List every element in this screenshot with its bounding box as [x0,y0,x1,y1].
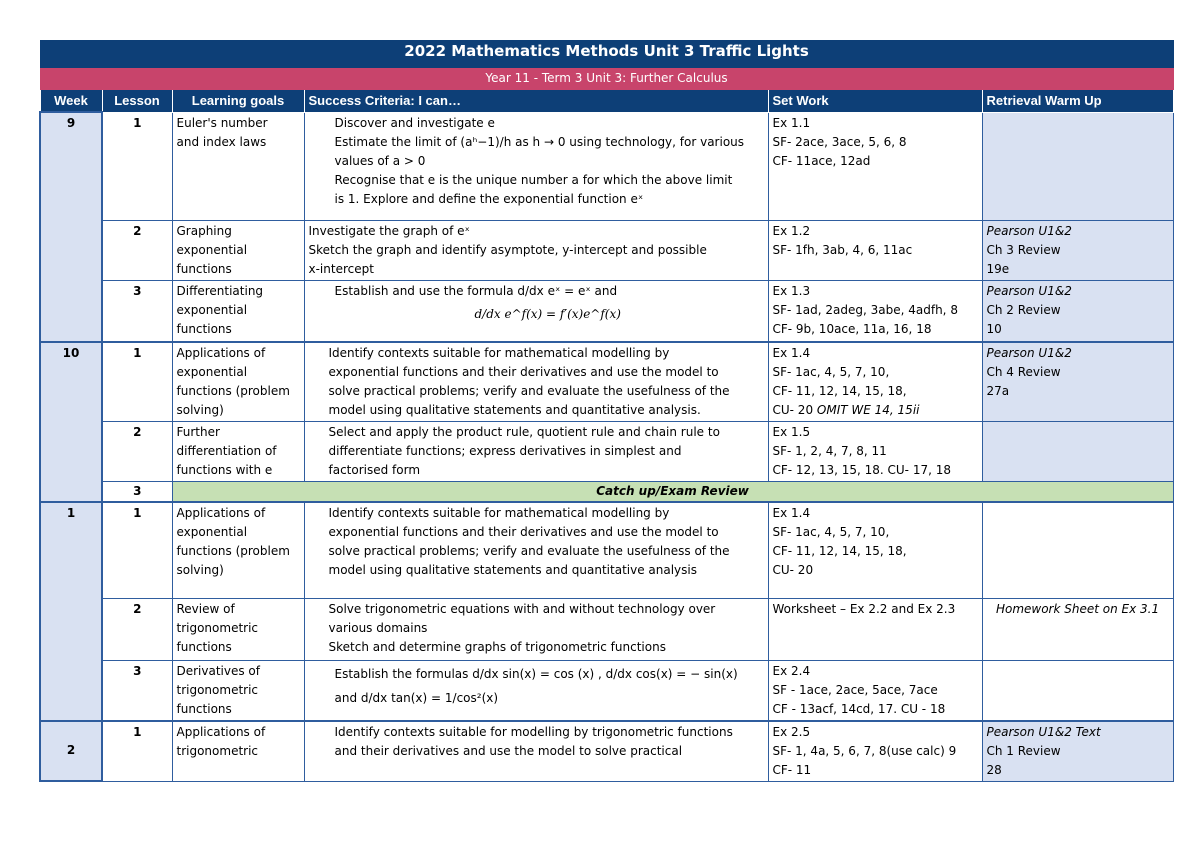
lesson-cell: 1 [102,502,172,598]
table-row [40,280,1173,342]
retrieval-cell [982,422,1173,482]
header-learning-goals: Learning goals [172,90,304,113]
set-work-cell: Ex 1.3 SF- 1ad, 2adeg, 3abe, 4adfh, 8 CF- 9b, 10ace, 11a, 16, 18 [768,280,982,342]
retrieval-cell: Pearson U1&2 Ch 3 Review 19e [982,220,1173,280]
retrieval-cell: Homework Sheet on Ex 3.1 [982,598,1173,660]
lesson-cell: 1 [102,342,172,422]
traffic-lights-table [39,40,1174,782]
set-work-cell: Ex 1.1 SF- 2ace, 3ace, 5, 6, 8 CF- 11ace, 12ad [768,112,982,220]
retrieval-cell [982,112,1173,220]
learning-goal-cell: Applications of exponential functions (problem solving) [172,502,304,598]
success-criteria-cell: Solve trigonometric equations with and without technology over various domains Sketch and determine graphs of trigonometric functions [304,598,768,660]
table-row [40,502,1173,598]
week-cell: 2 [40,721,102,782]
lesson-cell: 3 [102,482,172,503]
header-set-work: Set Work [768,90,982,113]
lesson-cell: 2 [102,422,172,482]
lesson-cell: 2 [102,220,172,280]
lesson-cell: 1 [102,112,172,220]
success-criteria-cell: Establish the formulas d/dx sin(x) = cos (x) , d/dx cos(x) = − sin(x) and d/dx tan(x) = 1/cos²(x) [304,660,768,721]
learning-goal-cell: Applications of exponential functions (problem solving) [172,342,304,422]
success-criteria-cell: Discover and investigate e Estimate the limit of (aʰ−1)/h as h → 0 using technology, for various values of a > 0 Recognise that e is the unique number a for which the above limit is 1. Explore and define the exponential function eˣ [304,112,768,220]
table-row [40,598,1173,660]
success-criteria-cell: Establish and use the formula d/dx eˣ = eˣ and d/dx e^f(x) = f′(x)e^f(x) [304,280,768,342]
learning-goal-cell: Applications of trigonometric [172,721,304,782]
header-success-criteria: Success Criteria: I can… [304,90,768,113]
success-criteria-cell: Identify contexts suitable for modelling by trigonometric functions and their derivatives and use the model to solve practical [304,721,768,782]
retrieval-cell [982,502,1173,598]
table-row [40,220,1173,280]
success-criteria-cell: Identify contexts suitable for mathematical modelling by exponential functions and their derivatives and use the model to solve practical problems; verify and evaluate the usefulness of the model using qualitative statements and quantitative analysis. [304,342,768,422]
success-criteria-cell: Investigate the graph of eˣ Sketch the graph and identify asymptote, y-intercept and possible x-intercept [304,220,768,280]
success-criteria-cell: Identify contexts suitable for mathematical modelling by exponential functions and their derivatives and use the model to solve practical problems; verify and evaluate the usefulness of the model using qualitative statements and quantitative analysis [304,502,768,598]
table-row [40,422,1173,482]
lesson-cell: 3 [102,660,172,721]
lesson-cell: 3 [102,280,172,342]
learning-goal-cell: Euler's number and index laws [172,112,304,220]
set-work-cell: Ex 1.2 SF- 1fh, 3ab, 4, 6, 11ac [768,220,982,280]
retrieval-cell [982,660,1173,721]
document-subtitle: Year 11 - Term 3 Unit 3: Further Calculus [40,68,1173,90]
learning-goal-cell: Graphing exponential functions [172,220,304,280]
header-lesson: Lesson [102,90,172,113]
catch-up-banner: Catch up/Exam Review [172,482,1173,503]
lesson-cell: 1 [102,721,172,782]
header-week: Week [40,90,102,113]
week-cell: 9 [40,112,102,342]
week-cell: 10 [40,342,102,502]
learning-goal-cell: Derivatives of trigonometric functions [172,660,304,721]
learning-goal-cell: Further differentiation of functions with e [172,422,304,482]
set-work-cell: Ex 2.4 SF - 1ace, 2ace, 5ace, 7ace CF - 13acf, 14cd, 17. CU - 18 [768,660,982,721]
header-retrieval: Retrieval Warm Up [982,90,1173,113]
learning-goal-cell: Differentiating exponential functions [172,280,304,342]
table-row [40,721,1173,782]
set-work-cell: Ex 1.5 SF- 1, 2, 4, 7, 8, 11 CF- 12, 13, 15, 18. CU- 17, 18 [768,422,982,482]
table-row [40,482,1173,503]
set-work-cell: Ex 1.4 SF- 1ac, 4, 5, 7, 10, CF- 11, 12, 14, 15, 18, CU- 20 OMIT WE 14, 15ii [768,342,982,422]
learning-goal-cell: Review of trigonometric functions [172,598,304,660]
retrieval-cell: Pearson U1&2 Ch 4 Review 27a [982,342,1173,422]
table-row [40,342,1173,422]
retrieval-cell: Pearson U1&2 Ch 2 Review 10 [982,280,1173,342]
retrieval-cell: Pearson U1&2 Text Ch 1 Review 28 [982,721,1173,782]
set-work-cell: Ex 2.5 SF- 1, 4a, 5, 6, 7, 8(use calc) 9 CF- 11 [768,721,982,782]
week-cell: 1 [40,502,102,721]
lesson-cell: 2 [102,598,172,660]
set-work-cell: Worksheet – Ex 2.2 and Ex 2.3 [768,598,982,660]
table-row [40,660,1173,721]
success-criteria-cell: Select and apply the product rule, quotient rule and chain rule to differentiate functions; express derivatives in simplest and factorised form [304,422,768,482]
table-row [40,112,1173,220]
set-work-cell: Ex 1.4 SF- 1ac, 4, 5, 7, 10, CF- 11, 12, 14, 15, 18, CU- 20 [768,502,982,598]
document-title: 2022 Mathematics Methods Unit 3 Traffic Lights [40,41,1173,68]
